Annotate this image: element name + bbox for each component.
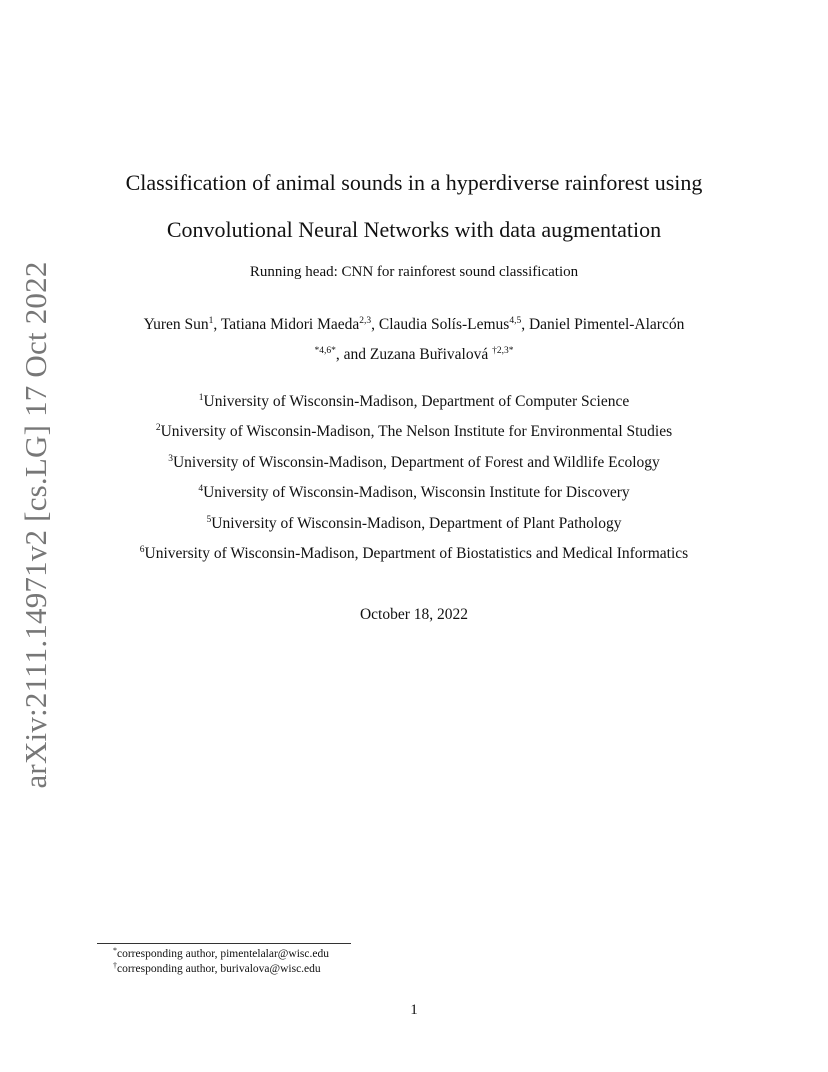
author-name: Daniel Pimentel-Alarcón xyxy=(528,316,685,333)
affiliation-number: 5 xyxy=(206,515,212,525)
affiliation xyxy=(0,545,828,563)
footnote-mark: † xyxy=(113,961,117,970)
arxiv-identifier-text: arXiv:2111.14971v2 [cs.LG] 17 Oct 2022 xyxy=(18,261,53,789)
author-name: Zuzana Buřivalová xyxy=(369,346,493,363)
author-line-1 xyxy=(0,316,828,334)
author-separator: , xyxy=(213,316,221,333)
affiliation-number: 1 xyxy=(198,393,204,403)
affiliation xyxy=(0,515,828,533)
affiliation-text: University of Wisconsin-Madison, Department of Biostatistics and Medical Informatics xyxy=(144,545,689,562)
affiliation xyxy=(0,484,828,502)
page-number: 1 xyxy=(410,1002,418,1018)
footnote xyxy=(113,963,321,975)
author-affiliation-mark: 1 xyxy=(208,316,214,326)
footnote-mark: * xyxy=(113,946,117,955)
author-affiliation-mark: *4,6* xyxy=(314,346,336,356)
author-separator: , and xyxy=(335,346,370,363)
footnote xyxy=(113,948,329,960)
affiliation-number: 6 xyxy=(139,545,145,555)
author-name: Yuren Sun xyxy=(143,316,209,333)
author-name: Claudia Solís-Lemus xyxy=(378,316,510,333)
author-separator: , xyxy=(371,316,379,333)
author-name: Tatiana Midori Maeda xyxy=(220,316,360,333)
affiliation-text: University of Wisconsin-Madison, The Nelson Institute for Environmental Studies xyxy=(160,423,673,440)
footnote-rule xyxy=(97,943,351,944)
affiliation-number: 2 xyxy=(155,423,161,433)
footnote-text: corresponding author, pimentelalar@wisc.edu xyxy=(117,948,329,960)
affiliation-text: University of Wisconsin-Madison, Department of Plant Pathology xyxy=(211,515,622,532)
running-head: Running head: CNN for rainforest sound classification xyxy=(249,264,579,280)
affiliation-number: 4 xyxy=(198,484,204,494)
footnote-text: corresponding author, burivalova@wisc.edu xyxy=(117,963,321,975)
affiliation-text: University of Wisconsin-Madison, Department of Computer Science xyxy=(203,393,630,410)
affiliation-text: University of Wisconsin-Madison, Department of Forest and Wildlife Ecology xyxy=(172,454,660,471)
paper-date: October 18, 2022 xyxy=(359,606,469,623)
author-line-2 xyxy=(0,346,828,364)
author-affiliation-mark: 4,5 xyxy=(509,316,522,326)
affiliation xyxy=(0,393,828,411)
paper-title-line-1: Classification of animal sounds in a hyperdiverse rainforest using xyxy=(125,170,703,195)
affiliation-text: University of Wisconsin-Madison, Wisconsin Institute for Discovery xyxy=(203,484,630,501)
author-affiliation-mark: 2,3 xyxy=(359,316,372,326)
affiliation xyxy=(0,454,828,472)
author-affiliation-mark: †2,3* xyxy=(492,346,514,356)
paper-title-line-2: Convolutional Neural Networks with data augmentation xyxy=(166,217,662,242)
affiliation-number: 3 xyxy=(168,454,173,464)
author-separator: , xyxy=(521,316,529,333)
affiliation xyxy=(0,423,828,441)
